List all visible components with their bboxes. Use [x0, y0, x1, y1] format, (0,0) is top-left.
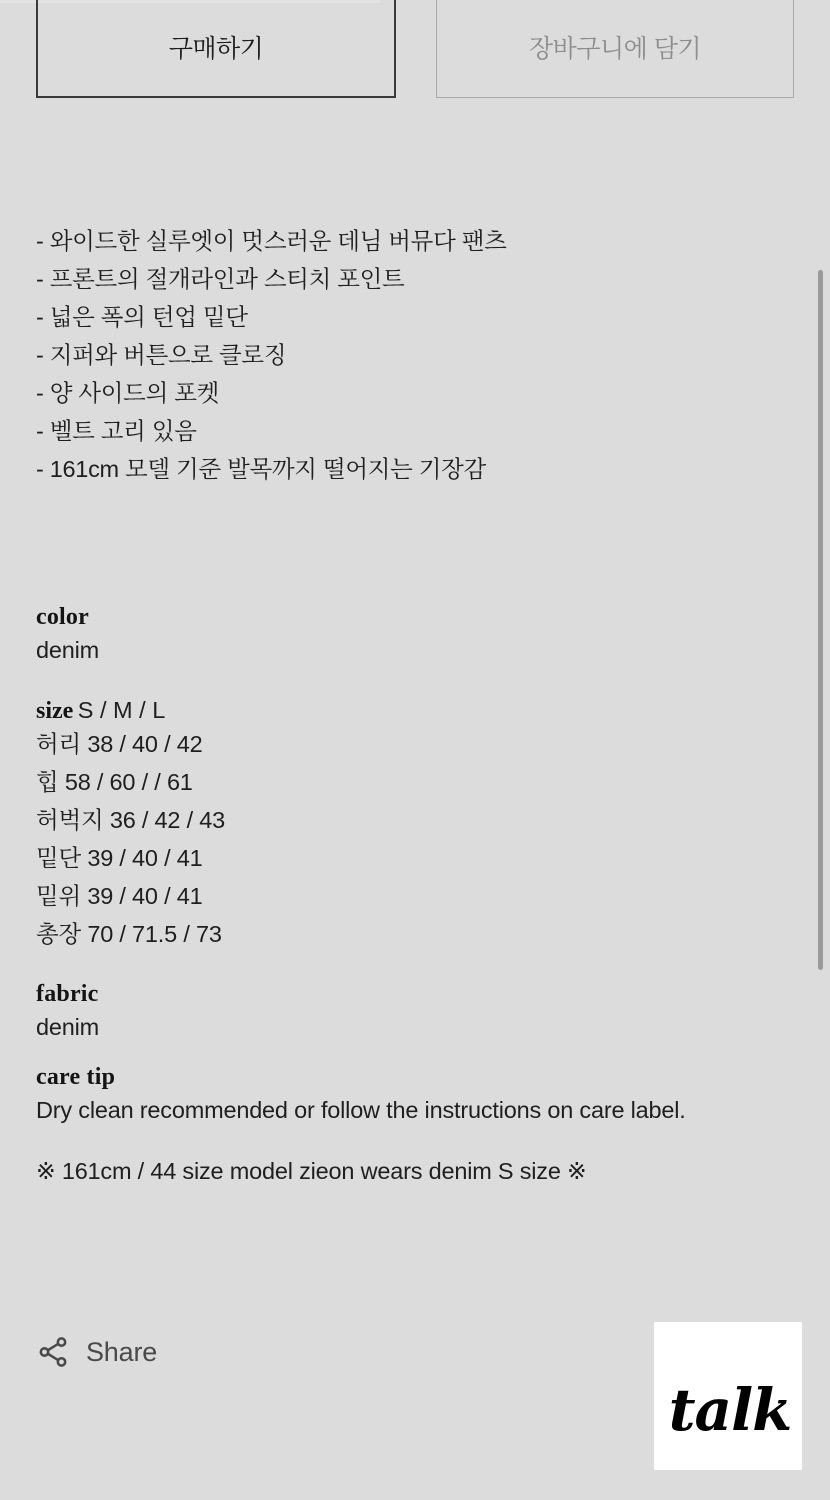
measurement-line: 힙 58 / 60 / / 61 — [36, 769, 193, 795]
description-line: - 벨트 고리 있음 — [36, 418, 197, 444]
spec-fabric-heading: fabric — [36, 981, 99, 1007]
share-label: Share — [86, 1336, 158, 1367]
add-to-cart-button[interactable] — [436, 0, 794, 98]
scrollbar-track[interactable] — [821, 0, 827, 1500]
action-button-row — [0, 0, 830, 98]
share-button[interactable] — [36, 1335, 157, 1369]
measurement-line: 밑단 39 / 40 / 41 — [36, 845, 203, 871]
spec-care-heading: care tip — [36, 1064, 116, 1090]
measurement-line: 허벅지 36 / 42 / 43 — [36, 807, 226, 833]
spacer — [36, 1046, 794, 1064]
description-line: - 와이드한 실루엣이 멋스러운 데님 버뮤다 팬츠 — [36, 228, 507, 254]
add-to-cart-button-label: 장바구니에 담기 — [529, 35, 701, 63]
measurement-line: 총장 70 / 71.5 / 73 — [36, 921, 222, 947]
buy-button-label: 구매하기 — [168, 35, 264, 63]
description-line: - 프론트의 절개라인과 스티치 포인트 — [36, 266, 405, 292]
spec-size-heading-row — [36, 697, 794, 725]
spec-color-value: denim — [36, 637, 100, 663]
kakao-talk-badge[interactable] — [654, 1322, 802, 1470]
spec-color — [36, 604, 794, 669]
spec-size — [36, 697, 794, 953]
spec-size-heading: size — [36, 698, 74, 724]
measurement-line: 허리 38 / 40 / 42 — [36, 731, 203, 757]
spacer — [36, 1129, 794, 1157]
description-line: - 양 사이드의 포켓 — [36, 380, 220, 406]
model-size-note: ※ 161cm / 44 size model zieon wears denim S size ※ — [36, 1158, 587, 1184]
description-line: - 지퍼와 버튼으로 클로징 — [36, 342, 287, 368]
scrollbar-thumb[interactable] — [818, 270, 823, 970]
description-line: - 161cm 모델 기준 발목까지 떨어지는 기장감 — [36, 456, 486, 482]
product-specs — [36, 604, 794, 1185]
spec-fabric — [36, 981, 794, 1046]
talk-badge-label: talk — [668, 1376, 792, 1444]
spec-color-heading: color — [36, 604, 89, 630]
product-description — [36, 222, 794, 488]
spec-care-tip — [36, 1064, 794, 1129]
measurement-line: 밑위 39 / 40 / 41 — [36, 883, 203, 909]
spacer — [36, 953, 794, 981]
spacer — [36, 669, 794, 697]
share-icon — [36, 1335, 70, 1369]
spec-size-value: S / M / L — [77, 697, 166, 723]
buy-button[interactable] — [36, 0, 396, 98]
spec-fabric-value: denim — [36, 1014, 100, 1040]
spec-care-value: Dry clean recommended or follow the instructions on care label. — [36, 1097, 686, 1123]
description-line: - 넓은 폭의 턴업 밑단 — [36, 304, 248, 330]
